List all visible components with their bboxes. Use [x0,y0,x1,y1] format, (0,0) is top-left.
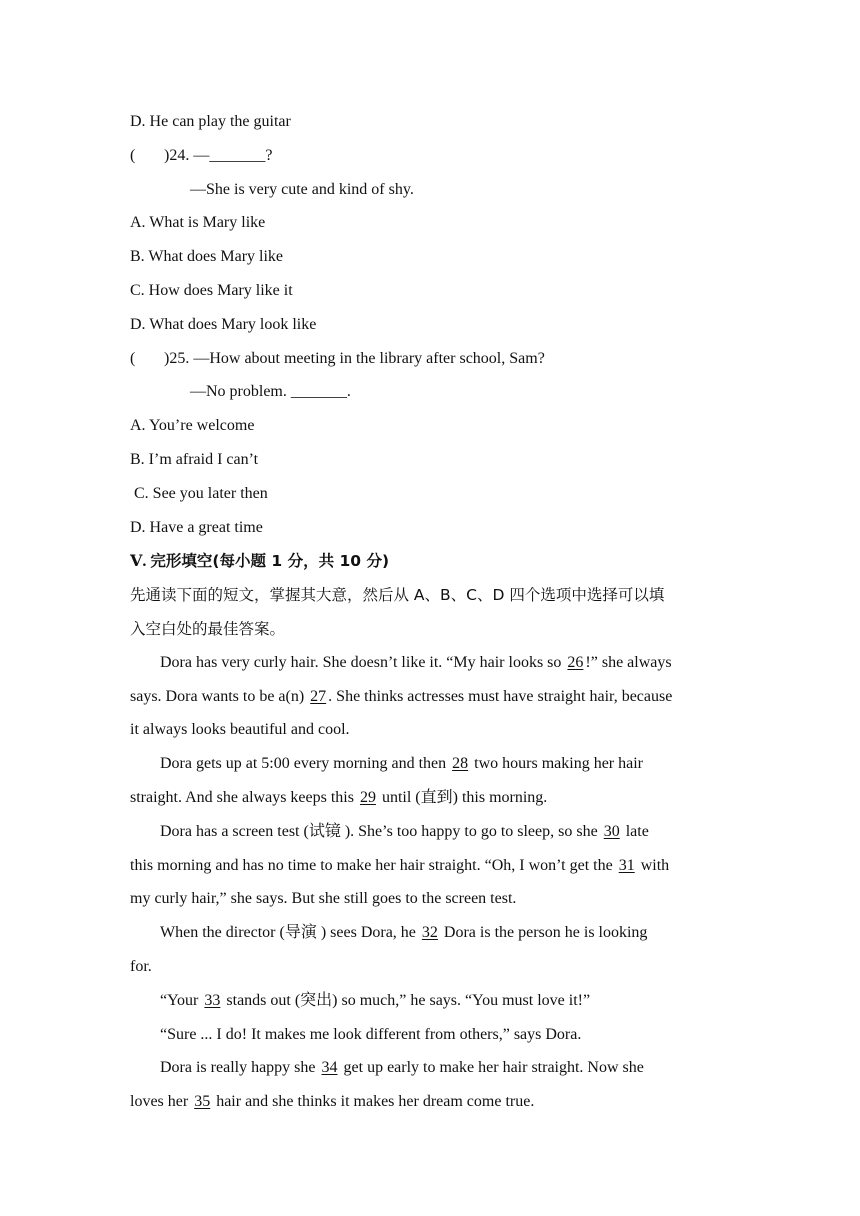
q25-option-c: C. See you later then [134,484,268,502]
q24-stem [130,143,730,177]
q25-stem [130,346,730,380]
passage-text: says. Dora wants to be a(n) [130,687,305,705]
blank-31: 31 [618,856,635,874]
section-instruction-line-2: 入空白处的最佳答案。 [130,619,286,638]
blank-33: 33 [204,991,221,1009]
passage-text: Dora has a screen test (试镜 ). She’s too happy to go to sleep, so she [160,822,598,840]
passage-text: straight. And she always keeps this [130,788,354,806]
q25-answer-line: —No problem. _______. [190,383,351,401]
passage-text: until (直到) this morning. [381,788,548,806]
passage-text: loves her [130,1093,189,1111]
exam-page [130,109,730,1123]
section-instruction-line-1: 先通读下面的短文，掌握其大意，然后从 A、B、C、D 四个选项中选择可以填 [130,586,665,605]
q25-option-a: A. You’re welcome [130,417,255,435]
passage-p7-line-1 [130,1055,730,1089]
passage-text: this morning and has no time to make her hair straight. “Oh, I won’t get the [130,856,613,874]
q25-option-b: B. I’m afraid I can’t [130,450,259,468]
passage-p2-line-1 [130,751,730,785]
passage-text: When the director (导演 ) sees Dora, he [160,924,416,942]
blank-30: 30 [603,822,620,840]
section-title: 完形填空(每小题 1 分，共 10 分) [150,552,390,571]
passage-text: stands out (突出) so much,” he says. “You must love it!” [226,991,591,1009]
blank-29: 29 [359,788,376,806]
passage-p1-line-1 [130,650,730,684]
passage-text: “Your [160,991,199,1009]
passage-text: Dora gets up at 5:00 every morning and then [160,755,447,773]
blank-34: 34 [321,1059,338,1077]
q24-answer-line: —She is very cute and kind of shy. [190,180,414,198]
section-heading [130,548,730,582]
passage-p7-line-2 [130,1089,730,1123]
passage-p3-line-3: my curly hair,” she says. But she still goes to the screen test. [130,890,517,908]
passage-text: with [640,856,670,874]
passage-text: !” she always [585,653,672,671]
q24-answer-bracket: ( [130,146,136,164]
q25-stem-text: )25. —How about meeting in the library after school, Sam? [164,349,545,367]
passage-p4-line-1 [130,920,730,954]
passage-p4-line-2: for. [130,957,152,975]
q24-option-a: A. What is Mary like [130,214,266,232]
blank-32: 32 [421,924,438,942]
passage-p2-line-2 [130,785,730,819]
passage-text: late [625,822,649,840]
passage-text: Dora is really happy she [160,1059,316,1077]
q25-option-d: D. Have a great time [130,518,263,536]
blank-28: 28 [452,755,469,773]
q23-option-d: D. He can play the guitar [130,113,291,130]
q24-stem-text: )24. —_______? [164,146,273,164]
passage-p1-line-3: it always looks beautiful and cool. [130,721,350,739]
section-roman-numeral: Ⅴ. [130,553,151,571]
passage-text: get up early to make her hair straight. Now she [343,1059,644,1077]
q24-option-b: B. What does Mary like [130,248,284,266]
blank-26: 26 [567,653,584,671]
q25-answer-bracket: ( [130,349,136,367]
passage-p5 [130,988,730,1022]
passage-text: Dora is the person he is looking [443,924,648,942]
passage-p6: “Sure ... I do! It makes me look different from others,” says Dora. [160,1025,582,1043]
passage-p1-line-2 [130,684,730,718]
blank-27: 27 [310,687,327,705]
passage-p3-line-2 [130,853,730,887]
blank-35: 35 [194,1093,211,1111]
q24-option-d: D. What does Mary look like [130,315,317,333]
passage-text: two hours making her hair [474,755,644,773]
passage-text: hair and she thinks it makes her dream come true. [216,1093,535,1111]
passage-p3-line-1 [130,819,730,853]
passage-text: Dora has very curly hair. She doesn’t like it. “My hair looks so [160,653,562,671]
passage-text: . She thinks actresses must have straight hair, because [328,687,673,705]
q24-option-c: C. How does Mary like it [130,281,293,299]
